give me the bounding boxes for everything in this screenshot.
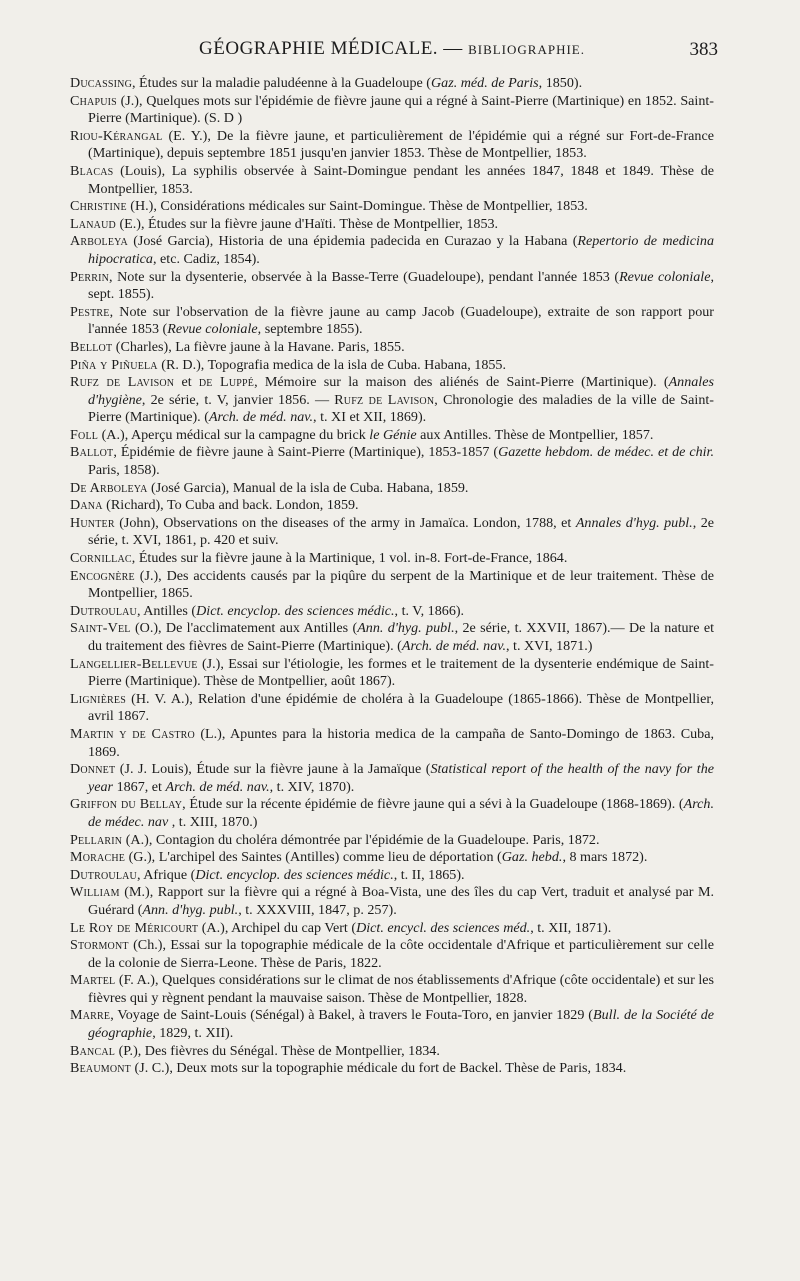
entry-author: Marre — [70, 1007, 111, 1024]
entry-text: , t. XVI, 1871.) — [505, 638, 593, 654]
bibliography-entry — [70, 867, 714, 885]
bibliography-entry — [70, 75, 714, 93]
entry-text: , sept. 1855). — [88, 268, 714, 303]
entry-text: (Louis), La syphilis observée à Saint-Domingue pendant les années 1847, 1848 et 1849. Thèse de Montpellier, 1853. — [88, 162, 714, 197]
entry-author: Stormont — [70, 937, 129, 954]
entry-text: (H. V. A.), Relation d'une épidémie de choléra à la Guadeloupe (1865-1866). Thèse de Montpellier, avril 1867. — [88, 690, 714, 725]
bibliography-entry — [70, 163, 714, 198]
bibliography-entry — [70, 427, 714, 445]
entry-text: (J.), Quelques mots sur l'épidémie de fièvre jaune qui a régné à Saint-Pierre (Martinique) en 1852. Saint-Pierre (Martinique). (S. D ) — [88, 92, 714, 127]
entry-text: , Mémoire sur la maison des aliénés de Saint-Pierre (Martinique). ( — [254, 374, 669, 391]
entry-text: (J. C.), Deux mots sur la topographie médicale du fort de Backel. Thèse de Paris, 1834. — [131, 1060, 627, 1077]
page-number: 383 — [689, 39, 718, 60]
bibliography-entry — [70, 269, 714, 304]
entry-source-title: Bull. de la Société de géographie — [88, 1007, 714, 1042]
entry-author: Donnet — [70, 761, 116, 778]
entry-source-title: Ann. d'hyg. publ. — [357, 620, 455, 637]
entry-author: Perrin — [70, 268, 110, 285]
entry-author: de Luppé — [198, 374, 255, 391]
bibliography-entry — [70, 339, 714, 357]
bibliography-entry — [70, 233, 714, 268]
entry-text: , septembre 1855). — [257, 321, 363, 338]
entry-author: Encognère — [70, 567, 135, 584]
entry-author: Morache — [70, 849, 126, 866]
entry-author: Hunter — [70, 514, 115, 531]
bibliography-entry — [70, 198, 714, 216]
entry-author: Lanaud — [70, 215, 116, 232]
entry-text: , 2e série, t. V, janvier 1856. — — [141, 391, 335, 408]
entry-text: , 2e série, t. XXVII, 1867).— De la nature et du traitement des fièvres de Saint-Pierre (Martinique). ( — [88, 620, 714, 654]
entry-text: et — [174, 374, 199, 391]
bibliography-entry — [70, 1043, 714, 1061]
entry-author: Arboleya — [70, 233, 128, 250]
entry-author: Blacas — [70, 162, 114, 179]
entry-text: , Chronologie des maladies de la ville de Saint-Pierre (Martinique). ( — [88, 391, 714, 426]
entry-text: (E. Y.), De la fièvre jaune, et particulièrement de l'épidémie qui a régné sur Fort-de-France (Martinique), depuis septembre 1851 jusqu'en janvier 1853. Thèse de Montpellier, 1853. — [88, 127, 714, 162]
page-title-main: GÉOGRAPHIE MÉDICALE. — — [199, 38, 463, 59]
bibliography-entry — [70, 884, 714, 919]
entry-author: Rufz de Lavison — [334, 391, 435, 408]
bibliography-entry — [70, 374, 714, 427]
entry-text: , Études sur la fièvre jaune à la Martinique, 1 vol. in-8. Fort-de-France, 1864. — [131, 550, 568, 567]
entry-author: Pellarin — [70, 831, 123, 848]
entry-author: Griffon du Bellay — [70, 796, 183, 813]
bibliography-entry — [70, 444, 714, 479]
entry-text: , Épidémie de fièvre jaune à Saint-Pierre (Martinique), 1853-1857 ( — [113, 444, 499, 461]
entry-author: Rufz de Lavison — [70, 374, 175, 391]
entry-author: Ballot — [70, 444, 114, 461]
bibliography-entry — [70, 1060, 714, 1078]
entry-text: , t. XIII, 1870.) — [168, 813, 258, 830]
entry-source-title: Statistical report of the health of the navy for the year — [88, 761, 714, 795]
entry-source-title: Gazette hebdom. de médec. et de chir. — [498, 444, 714, 461]
entry-text: , t. II, 1865). — [393, 866, 465, 883]
entry-text: , 1829, t. XII). — [152, 1025, 234, 1042]
entry-text: , Note sur la dysenterie, observée à la Basse-Terre (Guadeloupe), pendant l'année 1853 ( — [109, 268, 620, 285]
entry-source-title: Annales d'hygiène — [88, 374, 714, 408]
entry-text: (H.), Considérations médicales sur Saint-Domingue. Thèse de Montpellier, 1853. — [126, 198, 588, 215]
entry-text: 1867, et — [113, 778, 166, 795]
entry-text: (O.), De l'acclimatement aux Antilles ( — [130, 620, 358, 637]
entry-text: , t. XII, 1871). — [530, 919, 612, 936]
bibliography-entry — [70, 832, 714, 850]
entry-source-title: Arch. de méd. nav. — [208, 409, 314, 426]
entry-text: (Charles), La fièvre jaune à la Havane. Paris, 1855. — [112, 338, 405, 355]
entry-text: (F. A.), Quelques considérations sur le climat de nos établissements d'Afrique (côte occidentale) et sur les fièvres qui y règnent pendant la mauvaise saison. Thèse de Montpellier, 1828. — [88, 972, 714, 1006]
entry-author: William — [70, 884, 120, 901]
bibliography-entry — [70, 480, 714, 498]
entry-author: Martin y de Castro — [70, 725, 195, 742]
entry-author: Martel — [70, 972, 116, 989]
bibliography-entry — [70, 568, 714, 603]
bibliography-entry — [70, 761, 714, 796]
entry-text: (Ch.), Essai sur la topographie médicale de la côte occidentale d'Afrique et particulièrement sur celle de la colonie de Sierra-Leone. Thèse de Paris, 1822. — [88, 937, 714, 971]
entry-source-title: Arch. de méd. nav. — [165, 778, 270, 795]
entry-text: , t. XI et XII, 1869). — [313, 409, 427, 426]
entry-author: Lignières — [70, 690, 126, 707]
entry-source-title: Ann. d'hyg. publ. — [142, 901, 239, 918]
bibliography-entry — [70, 849, 714, 867]
entry-text: , Voyage de Saint-Louis (Sénégal) à Bakel, à travers le Fouta-Toro, en janvier 1829 ( — [110, 1007, 594, 1024]
entry-text: (G.), L'archipel des Saintes (Antilles) comme lieu de déportation ( — [125, 849, 502, 866]
entry-author: Bancal — [70, 1042, 116, 1059]
bibliography-entry — [70, 920, 714, 938]
entry-text: (José Garcia), Manual de la isla de Cuba. Habana, 1859. — [147, 479, 469, 496]
bibliography-entry — [70, 603, 714, 621]
entry-author: Langellier-Bellevue — [70, 655, 198, 672]
entry-author: Dana — [70, 497, 103, 514]
entry-author: Bellot — [70, 338, 113, 355]
entry-text: (Richard), To Cuba and back. London, 1859. — [102, 497, 359, 514]
entry-source-title: Dict. encyclop. des sciences médic. — [195, 866, 394, 883]
entry-author: Dutroulau — [70, 866, 137, 883]
bibliography-entry — [70, 656, 714, 691]
page-title-section: BIBLIOGRAPHIE. — [468, 42, 585, 57]
bibliography-list — [70, 75, 714, 1078]
bibliography-entry — [70, 726, 714, 761]
entry-source-title: Gaz. hebd. — [501, 849, 563, 866]
entry-text: (R. D.), Topografia medica de la isla de Cuba. Habana, 1855. — [157, 356, 506, 373]
bibliography-entry — [70, 972, 714, 1007]
bibliography-entry — [70, 691, 714, 726]
entry-text: (M.), Rapport sur la fièvre qui a régné à Boa-Vista, une des îles du cap Vert, traduit et analysé par M. Guérard ( — [88, 884, 714, 918]
bibliography-entry — [70, 357, 714, 375]
entry-text: (A.), Contagion du choléra démontrée par l'épidémie de la Guadeloupe. Paris, 1872. — [122, 831, 600, 848]
entry-text: , Antilles ( — [136, 602, 197, 619]
entry-text: (A.), Archipel du cap Vert ( — [198, 919, 357, 936]
entry-text: , t. V, 1866). — [394, 602, 465, 619]
entry-source-title: Repertorio de medicina hipocratica — [88, 233, 714, 267]
entry-source-title: Dict. encyclop. des sciences médic. — [196, 602, 395, 619]
bibliography-entry — [70, 796, 714, 831]
bibliography-entry — [70, 1007, 714, 1042]
bibliography-entry — [70, 304, 714, 339]
entry-source-title: Annales d'hyg. publ. — [575, 514, 693, 531]
entry-author: Foll — [70, 426, 99, 443]
bibliography-entry — [70, 497, 714, 515]
entry-text: , Études sur la maladie paludéenne à la Guadeloupe ( — [132, 75, 431, 91]
entry-source-title: le Génie — [369, 426, 417, 443]
entry-text: (E.), Études sur la fièvre jaune d'Haïti. Thèse de Montpellier, 1853. — [115, 215, 499, 232]
bibliography-entry — [70, 216, 714, 234]
entry-source-title: Gaz. méd. de Paris — [430, 75, 539, 91]
entry-author: Le Roy de Méricourt — [70, 919, 199, 936]
entry-text: (A.), Aperçu médical sur la campagne du brick — [98, 426, 370, 443]
entry-text: (J.), Des accidents causés par la piqûre du serpent de la Martinique et de leur traitement. Thèse de Montpellier, 1865. — [88, 567, 714, 602]
entry-text: , etc. Cadiz, 1854). — [152, 250, 260, 267]
entry-author: Pestre — [70, 303, 110, 320]
entry-author: Beaumont — [70, 1060, 131, 1077]
entry-text: (John), Observations on the diseases of the army in Jamaïca. London, 1788, et — [114, 514, 576, 531]
entry-text: , t. XIV, 1870). — [269, 778, 355, 795]
bibliography-entry — [70, 620, 714, 655]
entry-text: Paris, 1858). — [88, 462, 160, 479]
entry-author: Dutroulau — [70, 602, 137, 619]
entry-author: Chapuis — [70, 92, 117, 109]
entry-text: (José Garcia), Historia de una épidemia padecida en Curazao y la Habana ( — [127, 233, 578, 250]
entry-text: , 8 mars 1872). — [562, 849, 648, 866]
bibliography-entry — [70, 937, 714, 972]
entry-text: (P.), Des fièvres du Sénégal. Thèse de Montpellier, 1834. — [115, 1042, 440, 1059]
entry-source-title: Revue coloniale — [619, 268, 711, 285]
entry-author: Riou-Kérangal — [70, 127, 163, 144]
running-header — [70, 38, 718, 68]
entry-author: Ducassing — [70, 75, 132, 91]
entry-text: , Étude sur la récente épidémie de fièvre jaune qui a sévi à la Guadeloupe (1868-1869). ( — [182, 796, 684, 813]
entry-source-title: Arch. de méd. nav. — [401, 638, 506, 654]
entry-author: Piña y Piñuela — [70, 356, 158, 373]
entry-source-title: Revue coloniale — [167, 321, 258, 338]
entry-text: aux Antilles. Thèse de Montpellier, 1857. — [416, 426, 654, 443]
entry-author: Christine — [70, 198, 127, 215]
bibliography-entry — [70, 93, 714, 128]
bibliography-entry — [70, 515, 714, 550]
page-title — [70, 38, 714, 60]
entry-author: Saint-Vel — [70, 620, 131, 637]
entry-text: (L.), Apuntes para la historia medica de la campaña de Santo-Domingo de 1863. Cuba, 1869. — [88, 725, 715, 760]
entry-text: , Note sur l'observation de la fièvre jaune au camp Jacob (Guadeloupe), extraite de son rapport pour l'année 1853 ( — [88, 303, 714, 338]
entry-author: Cornillac — [70, 550, 132, 567]
entry-text: (J.), Essai sur l'étiologie, les formes et le traitement de la dysenterie endémique de Saint-Pierre (Martinique). Thèse de Montpellier, août 1867). — [88, 655, 714, 690]
entry-text: , 1850). — [538, 75, 583, 91]
entry-text: (J. J. Louis), Étude sur la fièvre jaune à la Jamaïque ( — [115, 761, 431, 778]
bibliography-entry — [70, 550, 714, 568]
entry-text: , Afrique ( — [136, 866, 196, 883]
entry-source-title: Arch. de médec. nav — [88, 796, 714, 830]
entry-author: De Arboleya — [70, 479, 148, 496]
entry-text: , t. XXXVIII, 1847, p. 257). — [238, 901, 397, 918]
bibliography-entry — [70, 128, 714, 163]
entry-source-title: Dict. encycl. des sciences méd. — [356, 919, 531, 936]
entry-text: , 2e série, t. XVI, 1861, p. 420 et suiv. — [88, 514, 715, 549]
